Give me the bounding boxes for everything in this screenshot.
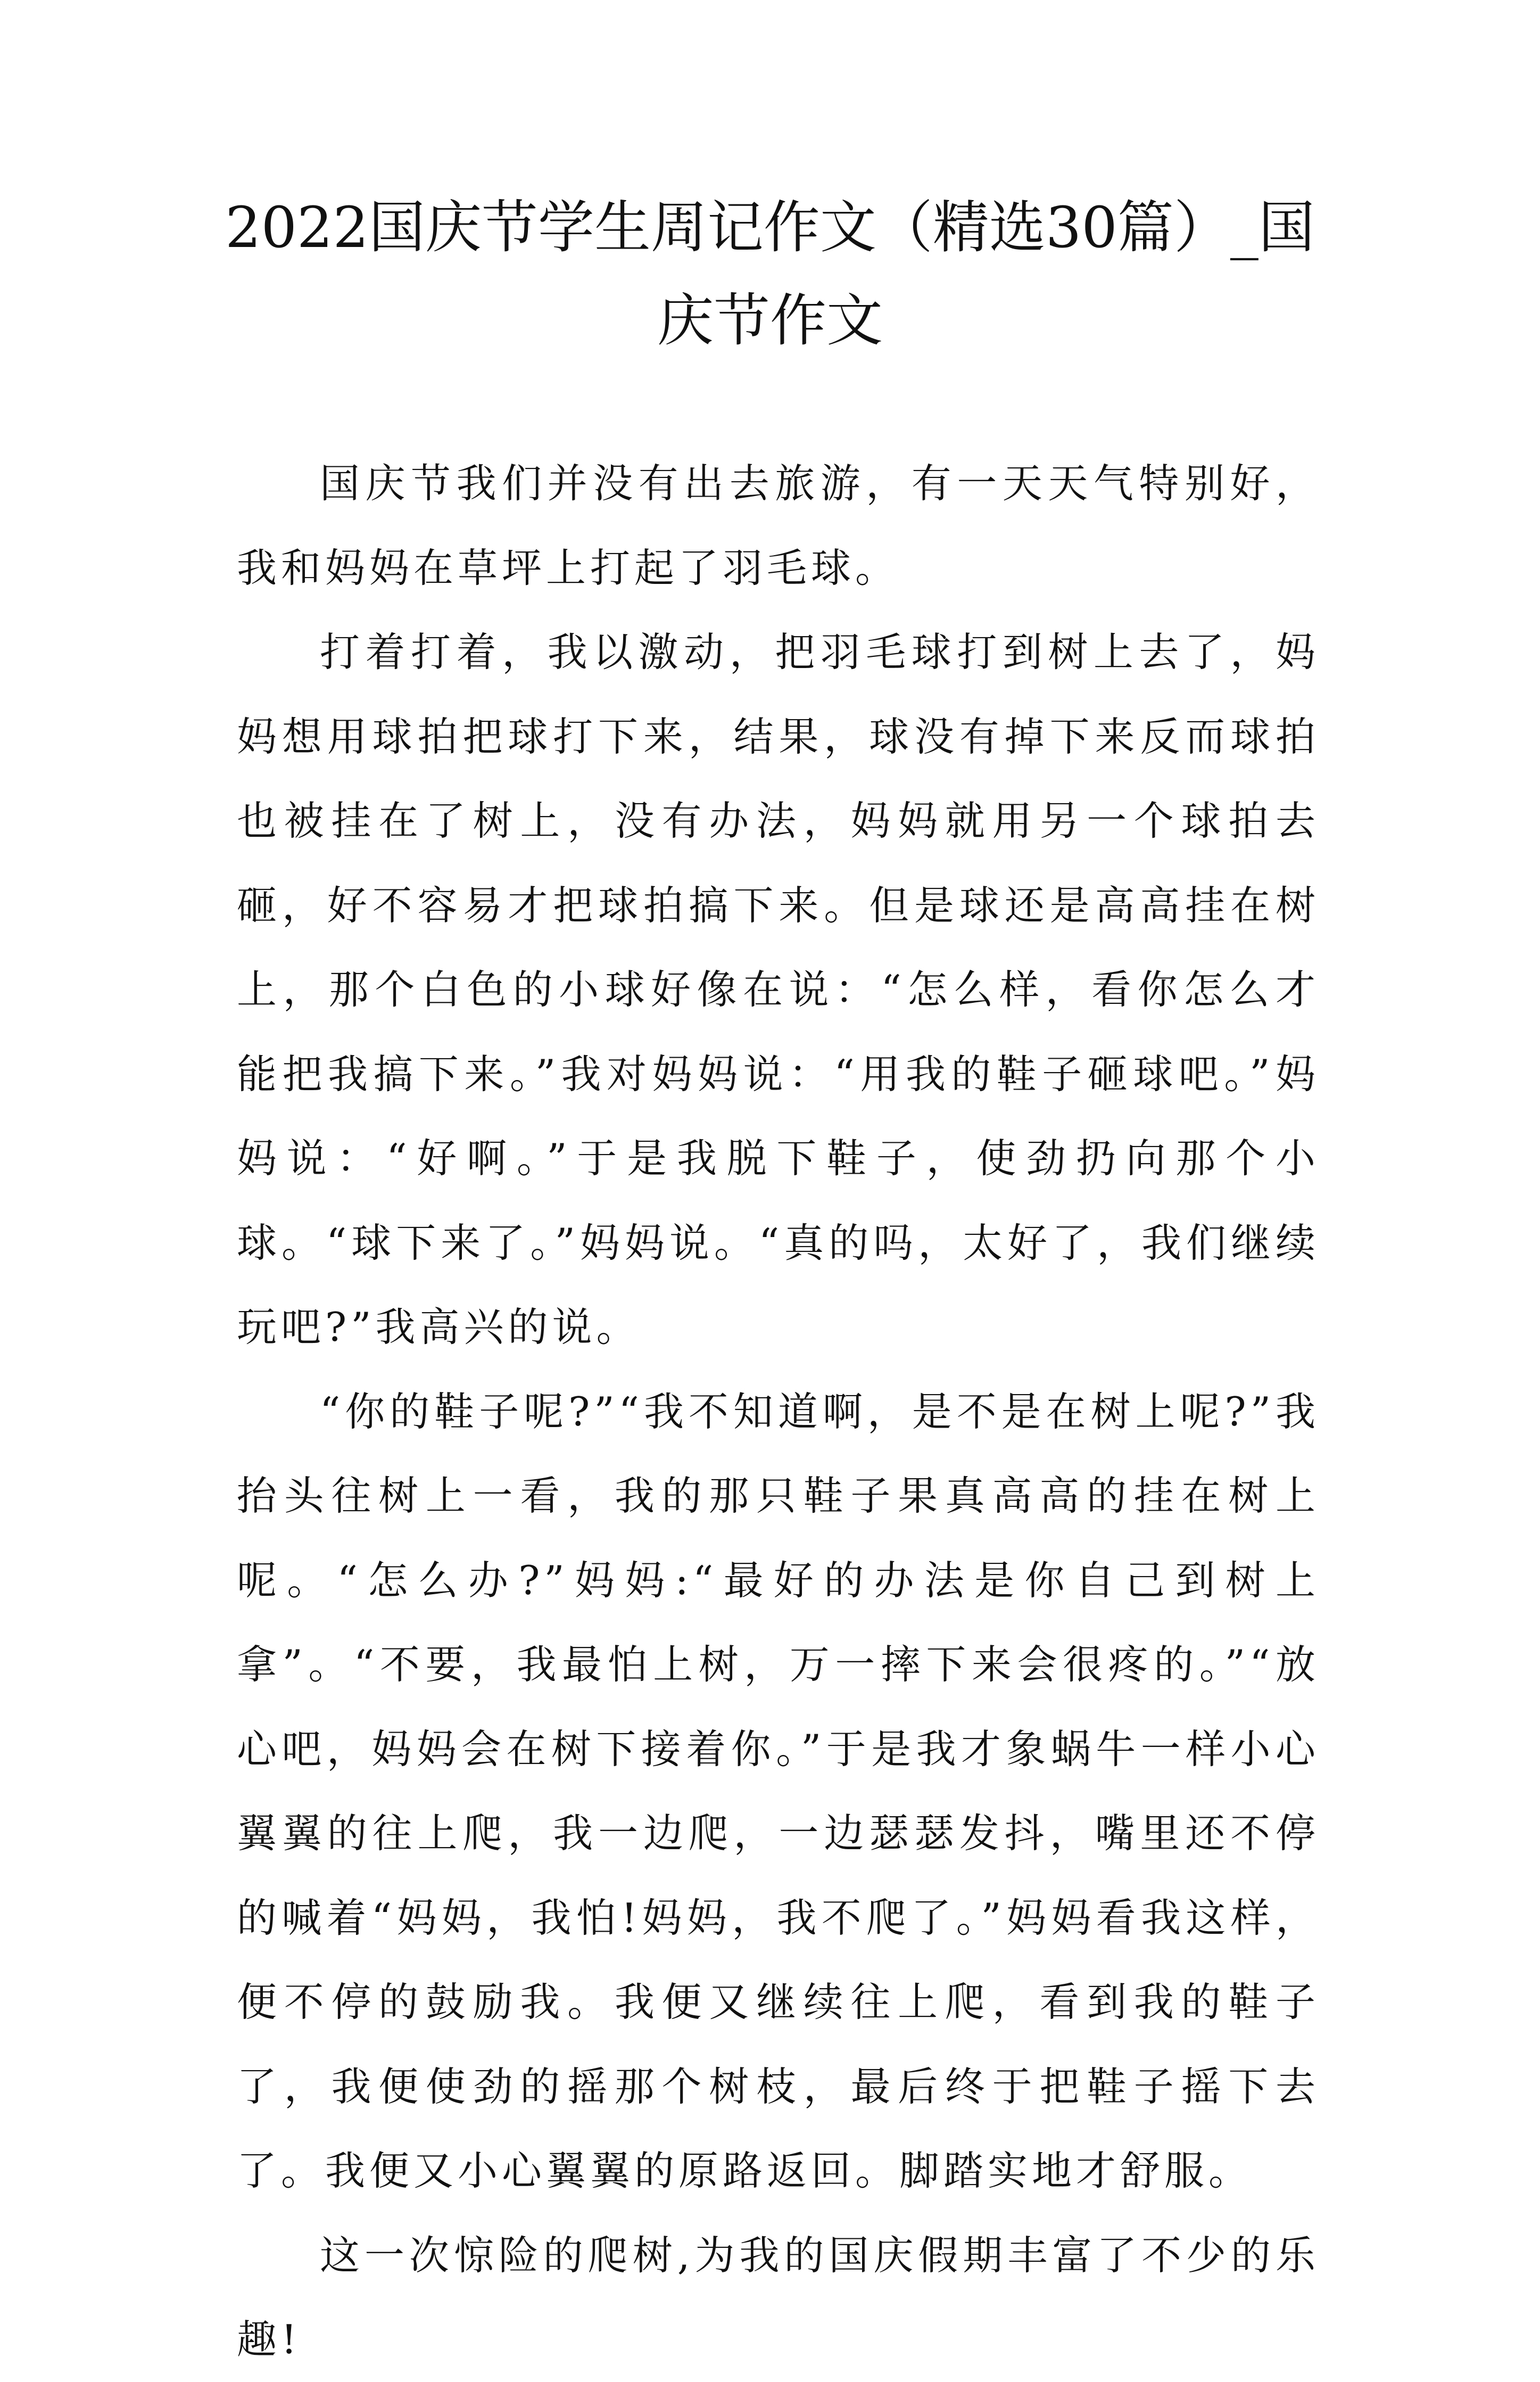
paragraph-2: 打着打着，我以激动，把羽毛球打到树上去了，妈妈想用球拍把球打下来，结果，球没有掉下来反而球拍也被挂在了树上，没有办法，妈妈就用另一个球拍去砸，好不容易才把球拍搞下来。但是球还是高高挂在树上，那个白色的小球好像在说：“怎么样，看你怎么才能把我搞下来。”我对妈妈说：“用我的鞋子砸球吧。”妈妈说：“好啊。”于是我脱下鞋子，使劲扔向那个小球。“球下来了。”妈妈说。“真的吗，太好了，我们继续玩吧?”我高兴的说。 bbox=[237, 629, 1320, 1350]
document-title: 2022国庆节学生周记作文（精选30篇）_国庆节作文 bbox=[225, 195, 1315, 353]
document-body bbox=[237, 441, 1320, 2382]
paragraph-1: 国庆节我们并没有出去旅游，有一天天气特别好，我和妈妈在草坪上打起了羽毛球。 bbox=[237, 460, 1320, 591]
paragraph-3: “你的鞋子呢?”“我不知道啊，是不是在树上呢?”我抬头往树上一看，我的那只鞋子果真高高的挂在树上呢。“怎么办?”妈妈:“最好的办法是你自己到树上拿”。“不要，我最怕上树，万一摔下来会很疼的。”“放心吧，妈妈会在树下接着你。”于是我才象蜗牛一样小心翼翼的往上爬，我一边爬，一边瑟瑟发抖，嘴里还不停的喊着“妈妈，我怕!妈妈，我不爬了。”妈妈看我这样，便不停的鼓励我。我便又继续往上爬，看到我的鞋子了，我便使劲的摇那个树枝，最后终于把鞋子摇下去了。我便又小心翼翼的原路返回。脚踏实地才舒服。 bbox=[237, 1388, 1320, 2194]
paragraph-4: 这一次惊险的爬树,为我的国庆假期丰富了不少的乐趣! bbox=[237, 2231, 1320, 2363]
